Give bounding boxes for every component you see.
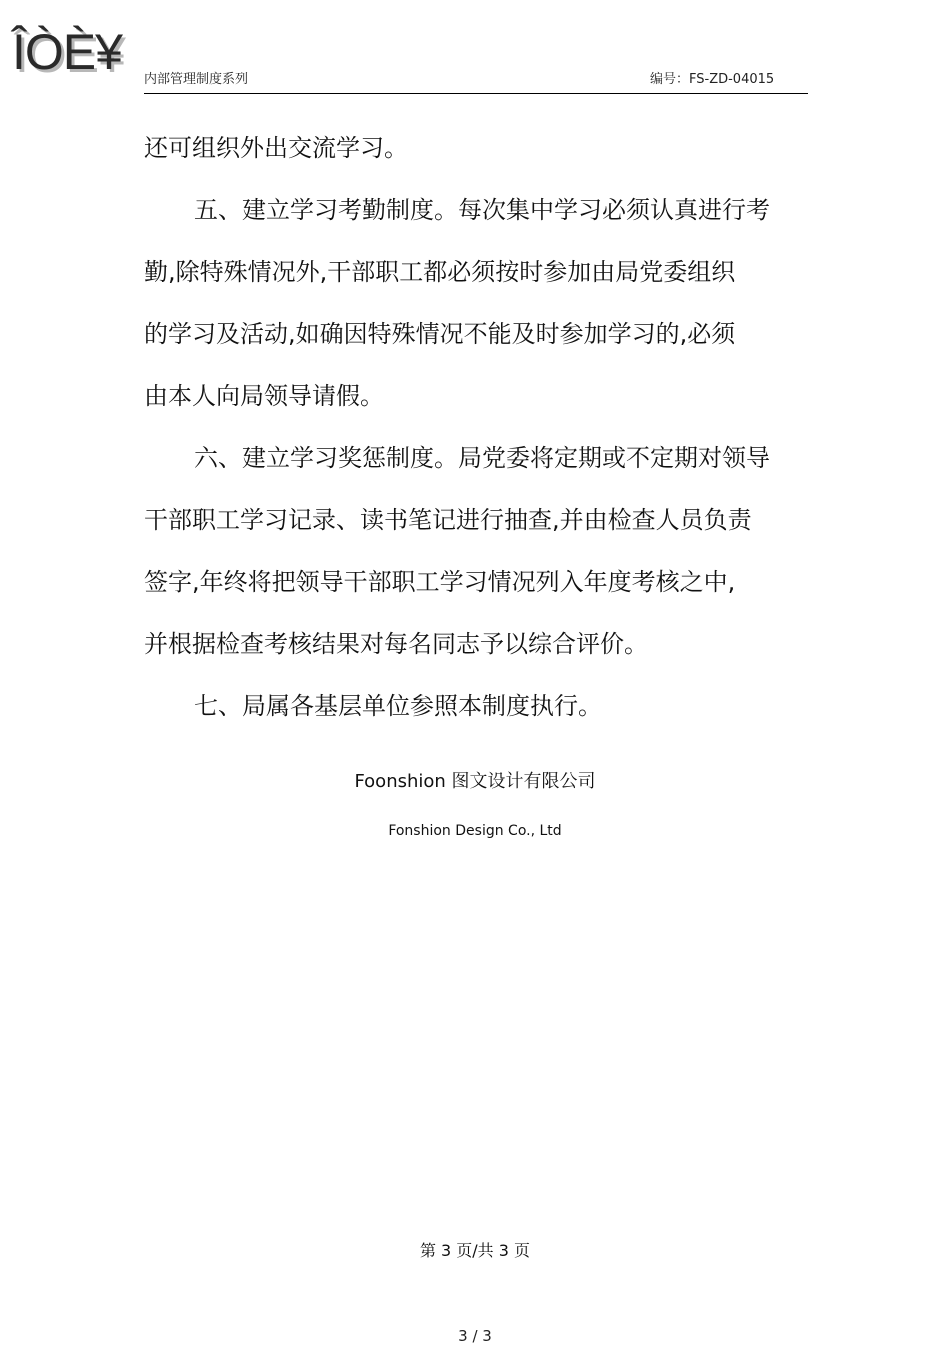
page-info: 第 3 页/共 3 页 [419,1241,531,1260]
company-name-en: Fonshion Design Co., Ltd [388,823,562,839]
body-line: 还可组织外出交流学习。 [144,134,408,162]
body-line: 的学习及活动,如确因特殊情况不能及时参加学习的,必须 [144,320,736,348]
document-body [144,117,810,737]
company-logo: ÎÒÈ¥ [12,24,122,80]
header-divider [144,93,808,94]
series-title: 内部管理制度系列 [144,72,249,87]
document-number: 编号：FS-ZD-04015 [650,72,775,87]
body-line: 六、建立学习奖惩制度。局党委将定期或不定期对领导 [194,444,770,472]
body-line: 干部职工学习记录、读书笔记进行抽查,并由检查人员负责 [144,506,752,534]
body-line: 由本人向局领导请假。 [144,382,384,410]
body-line: 五、建立学习考勤制度。每次集中学习必须认真进行考 [194,196,770,224]
page-counter: 3 / 3 [458,1327,492,1345]
body-line: 签字,年终将把领导干部职工学习情况列入年度考核之中, [144,568,736,596]
body-line: 七、局属各基层单位参照本制度执行。 [194,692,602,720]
body-line: 并根据检查考核结果对每名同志予以综合评价。 [144,630,648,658]
body-line: 勤,除特殊情况外,干部职工都必须按时参加由局党委组织 [144,258,736,286]
company-name-cn: Foonshion 图文设计有限公司 [354,771,596,792]
